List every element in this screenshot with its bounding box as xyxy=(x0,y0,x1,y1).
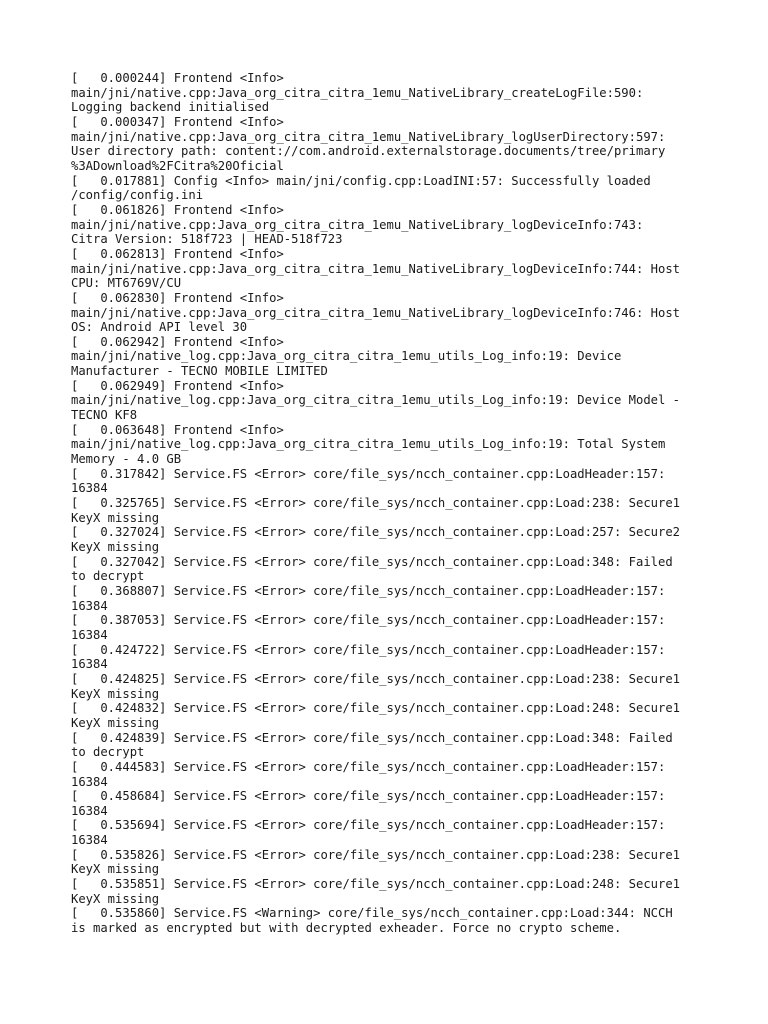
log-line: main/jni/native_log.cpp:Java_org_citra_citra_1emu_utils_Log_info:19: Device xyxy=(71,349,622,364)
log-line: OS: Android API level 30 xyxy=(71,320,248,335)
log-line: main/jni/native_log.cpp:Java_org_citra_citra_1emu_utils_Log_info:19: Total System xyxy=(71,437,666,452)
log-line: Logging backend initialised xyxy=(71,100,270,115)
log-line: 16384 xyxy=(71,657,108,672)
log-line: main/jni/native.cpp:Java_org_citra_citra_1emu_NativeLibrary_createLogFile:590: xyxy=(71,85,644,100)
log-line: 16384 xyxy=(71,803,108,818)
log-line: [ 0.062942] Frontend <Info> xyxy=(71,334,284,349)
log-line: TECNO KF8 xyxy=(71,408,138,423)
log-line: /config/config.ini xyxy=(71,188,204,203)
log-line: [ 0.327042] Service.FS <Error> core/file_sys/ncch_container.cpp:Load:348: Failed xyxy=(71,554,673,569)
log-line: KeyX missing xyxy=(71,540,160,554)
log-line: 16384 xyxy=(71,627,108,642)
log-line: main/jni/native.cpp:Java_org_citra_citra_1emu_NativeLibrary_logUserDirectory:597: xyxy=(71,129,666,144)
log-line: is marked as encrypted but with decrypted exheader. Force no crypto scheme. xyxy=(71,921,622,936)
log-line: [ 0.062830] Frontend <Info> xyxy=(71,290,284,305)
log-line: [ 0.424839] Service.FS <Error> core/file_sys/ncch_container.cpp:Load:348: Failed xyxy=(71,730,673,745)
log-line: [ 0.387053] Service.FS <Error> core/file_sys/ncch_container.cpp:LoadHeader:157: xyxy=(71,613,666,628)
log-line: [ 0.424832] Service.FS <Error> core/file_sys/ncch_container.cpp:Load:248: Secure1 xyxy=(71,701,681,716)
log-line: KeyX missing xyxy=(71,862,160,877)
log-line: Manufacturer - TECNO MOBILE LIMITED xyxy=(71,364,328,379)
log-line: to decrypt xyxy=(71,569,145,584)
log-line: [ 0.535826] Service.FS <Error> core/file_sys/ncch_container.cpp:Load:238: Secure1 xyxy=(71,847,681,862)
log-line: [ 0.424722] Service.FS <Error> core/file_sys/ncch_container.cpp:LoadHeader:157: xyxy=(71,642,666,657)
log-line: CPU: MT6769V/CU xyxy=(71,276,182,291)
log-line: User directory path: content://com.android.externalstorage.documents/tree/primary xyxy=(71,144,666,159)
log-line: Memory - 4.0 GB xyxy=(71,452,182,467)
log-line: [ 0.458684] Service.FS <Error> core/file_sys/ncch_container.cpp:LoadHeader:157: xyxy=(71,789,666,804)
log-line: 16384 xyxy=(71,833,108,848)
log-line: 16384 xyxy=(71,598,108,613)
log-line: [ 0.063648] Frontend <Info> xyxy=(71,422,284,437)
log-line: main/jni/native.cpp:Java_org_citra_citra_1emu_NativeLibrary_logDeviceInfo:744: Host xyxy=(71,261,681,276)
log-line: main/jni/native.cpp:Java_org_citra_citra_1emu_NativeLibrary_logDeviceInfo:743: xyxy=(71,217,644,232)
log-line: [ 0.424825] Service.FS <Error> core/file_sys/ncch_container.cpp:Load:238: Secure1 xyxy=(71,671,681,686)
log-line: [ 0.317842] Service.FS <Error> core/file_sys/ncch_container.cpp:LoadHeader:157: xyxy=(71,466,666,481)
log-line: [ 0.327024] Service.FS <Error> core/file_sys/ncch_container.cpp:Load:257: Secure2 xyxy=(71,525,681,540)
log-line: KeyX missing xyxy=(71,686,160,701)
log-line: main/jni/native_log.cpp:Java_org_citra_citra_1emu_utils_Log_info:19: Device Model - xyxy=(71,393,681,408)
log-line: [ 0.325765] Service.FS <Error> core/file_sys/ncch_container.cpp:Load:238: Secure1 xyxy=(71,496,681,511)
log-line: %3ADownload%2FCitra%20Oficial xyxy=(71,158,284,173)
log-line: [ 0.444583] Service.FS <Error> core/file_sys/ncch_container.cpp:LoadHeader:157: xyxy=(71,759,666,774)
log-line: to decrypt xyxy=(71,745,145,760)
log-line: main/jni/native.cpp:Java_org_citra_citra_1emu_NativeLibrary_logDeviceInfo:746: Host xyxy=(71,305,681,320)
log-line: 16384 xyxy=(71,481,108,496)
log-line: [ 0.061826] Frontend <Info> xyxy=(71,202,284,217)
log-line: 16384 xyxy=(71,774,108,789)
log-line: [ 0.000347] Frontend <Info> xyxy=(71,114,284,129)
log-line: [ 0.000244] Frontend <Info> xyxy=(71,71,284,85)
log-line: Citra Version: 518f723 | HEAD-518f723 xyxy=(71,232,343,247)
log-line: [ 0.017881] Config <Info> main/jni/config.cpp:LoadINI:57: Successfully loaded xyxy=(71,173,651,188)
log-line: [ 0.535851] Service.FS <Error> core/file_sys/ncch_container.cpp:Load:248: Secure1 xyxy=(71,877,681,892)
log-line: [ 0.368807] Service.FS <Error> core/file_sys/ncch_container.cpp:LoadHeader:157: xyxy=(71,583,666,598)
log-output xyxy=(71,71,711,936)
log-line: [ 0.062813] Frontend <Info> xyxy=(71,246,284,261)
log-line: KeyX missing xyxy=(71,510,160,525)
log-line: [ 0.062949] Frontend <Info> xyxy=(71,378,284,393)
log-line: [ 0.535860] Service.FS <Warning> core/file_sys/ncch_container.cpp:Load:344: NCCH xyxy=(71,906,673,921)
log-line: KeyX missing xyxy=(71,715,160,730)
log-line: [ 0.535694] Service.FS <Error> core/file_sys/ncch_container.cpp:LoadHeader:157: xyxy=(71,818,666,833)
log-line: KeyX missing xyxy=(71,891,160,906)
